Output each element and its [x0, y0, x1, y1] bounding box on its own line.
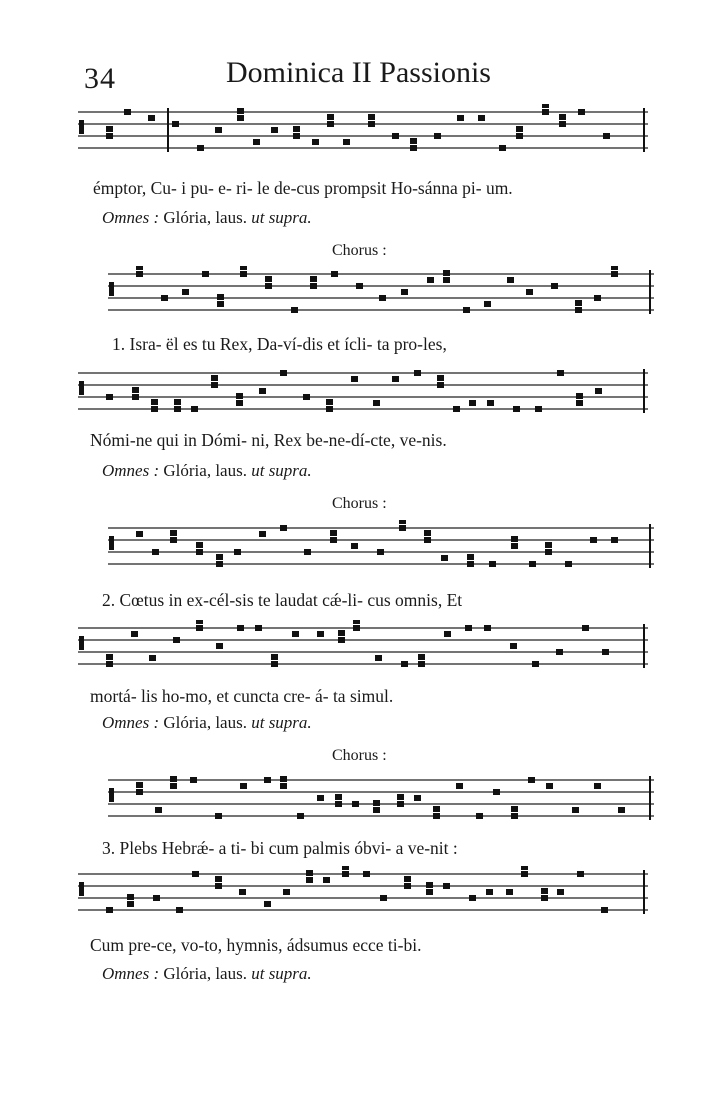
neume-note	[306, 870, 313, 876]
neume-note	[516, 133, 523, 139]
neume-note	[426, 889, 433, 895]
chorus-label-3: Chorus :	[332, 747, 387, 764]
neume-note	[399, 520, 406, 524]
neume-note	[511, 806, 518, 812]
neume-note	[271, 127, 278, 133]
neume-note	[441, 555, 448, 561]
neume-note	[576, 393, 583, 399]
neume-note	[556, 649, 563, 655]
neume-note	[528, 777, 535, 783]
neume-note	[293, 126, 300, 132]
neume-note	[572, 807, 579, 813]
neume-note	[392, 376, 399, 382]
neume-note	[196, 542, 203, 548]
c-clef-icon	[79, 381, 84, 395]
neume-note	[618, 807, 625, 813]
neume-note	[611, 537, 618, 543]
neume-note	[342, 871, 349, 877]
omnes-label: Omnes :	[102, 964, 160, 983]
neume-note	[373, 807, 380, 813]
neume-note	[149, 655, 156, 661]
neume-note	[453, 406, 460, 412]
neume-note	[176, 907, 183, 913]
neume-note	[303, 394, 310, 400]
neume-note	[511, 813, 518, 819]
neume-note	[106, 126, 113, 132]
neume-note	[487, 400, 494, 406]
neume-note	[174, 399, 181, 405]
neume-note	[211, 375, 218, 381]
neume-note	[392, 133, 399, 139]
neume-note	[456, 783, 463, 789]
music-staff-3	[78, 365, 650, 421]
neume-note	[493, 789, 500, 795]
omnes-ref: ut supra.	[251, 964, 312, 983]
neume-note	[192, 871, 199, 877]
neume-note	[443, 277, 450, 283]
neume-note	[542, 104, 549, 108]
neume-note	[106, 654, 113, 660]
neume-note	[486, 889, 493, 895]
neume-note	[131, 631, 138, 637]
neume-note	[433, 806, 440, 812]
neume-note	[499, 145, 506, 151]
neume-note	[172, 121, 179, 127]
neume-note	[292, 631, 299, 637]
neume-note	[310, 283, 317, 289]
neume-note	[148, 115, 155, 121]
neume-note	[215, 127, 222, 133]
neume-note	[191, 406, 198, 412]
neume-note	[280, 525, 287, 531]
neume-note	[106, 661, 113, 667]
c-clef-icon	[109, 788, 114, 802]
neume-note	[433, 813, 440, 819]
neume-note	[559, 121, 566, 127]
neume-note	[557, 889, 564, 895]
neume-note	[338, 637, 345, 643]
omnes-text: Glória, laus.	[163, 713, 247, 732]
lyric-line-2: 1. Isra- ël es tu Rex, Da-ví-dis et ícli- ta pro-les,	[112, 334, 447, 354]
neume-note	[465, 625, 472, 631]
neume-note	[182, 289, 189, 295]
neume-note	[196, 620, 203, 624]
neume-note	[404, 883, 411, 889]
neume-note	[521, 871, 528, 877]
neume-note	[353, 620, 360, 624]
neume-note	[215, 876, 222, 882]
neume-note	[467, 561, 474, 567]
neume-note	[190, 777, 197, 783]
neume-note	[215, 883, 222, 889]
neume-note	[317, 631, 324, 637]
omnes-line-1	[102, 208, 312, 228]
neume-note	[542, 109, 549, 115]
neume-note	[507, 277, 514, 283]
neume-note	[215, 813, 222, 819]
neume-note	[197, 145, 204, 151]
neume-note	[545, 542, 552, 548]
neume-note	[511, 536, 518, 542]
neume-note	[434, 133, 441, 139]
omnes-label: Omnes :	[102, 461, 160, 480]
neume-note	[170, 776, 177, 782]
neume-note	[216, 643, 223, 649]
neume-note	[216, 554, 223, 560]
neume-note	[271, 661, 278, 667]
neume-note	[478, 115, 485, 121]
neume-note	[304, 549, 311, 555]
neume-note	[418, 654, 425, 660]
neume-note	[255, 625, 262, 631]
neume-note	[236, 393, 243, 399]
neume-note	[424, 537, 431, 543]
neume-note	[306, 877, 313, 883]
neume-note	[484, 301, 491, 307]
neume-note	[601, 907, 608, 913]
neume-note	[330, 530, 337, 536]
neume-note	[575, 307, 582, 313]
neume-note	[511, 543, 518, 549]
c-clef-icon	[79, 882, 84, 896]
omnes-line-2	[102, 461, 312, 481]
neume-note	[264, 777, 271, 783]
neume-note	[377, 549, 384, 555]
neume-note	[594, 295, 601, 301]
neume-note	[136, 782, 143, 788]
neume-note	[368, 121, 375, 127]
neume-note	[265, 283, 272, 289]
lyric-line-3: Nómi-ne qui in Dómi- ni, Rex be-ne-dí-cte, ve-nis.	[90, 430, 447, 450]
neume-note	[310, 276, 317, 282]
neume-note	[330, 537, 337, 543]
lyric-line-7: Cum pre-ce, vo-to, hymnis, ádsumus ecce ti-bi.	[90, 935, 422, 955]
neume-note	[545, 549, 552, 555]
neume-note	[338, 630, 345, 636]
neume-note	[202, 271, 209, 277]
neume-note	[557, 370, 564, 376]
neume-note	[602, 649, 609, 655]
neume-note	[551, 283, 558, 289]
neume-note	[399, 525, 406, 531]
neume-note	[590, 537, 597, 543]
neume-note	[283, 889, 290, 895]
neume-note	[535, 406, 542, 412]
neume-note	[234, 549, 241, 555]
neume-note	[280, 370, 287, 376]
neume-note	[457, 115, 464, 121]
omnes-ref: ut supra.	[251, 713, 312, 732]
neume-note	[196, 625, 203, 631]
neume-note	[594, 783, 601, 789]
page-number: 34	[84, 62, 116, 95]
neume-note	[240, 266, 247, 270]
neume-note	[152, 549, 159, 555]
neume-note	[469, 895, 476, 901]
neume-note	[237, 115, 244, 121]
neume-note	[379, 295, 386, 301]
neume-note	[410, 138, 417, 144]
neume-note	[327, 121, 334, 127]
music-staff-5	[78, 620, 650, 676]
neume-note	[529, 561, 536, 567]
omnes-ref: ut supra.	[251, 461, 312, 480]
neume-note	[240, 271, 247, 277]
neume-note	[541, 888, 548, 894]
music-staff-4	[108, 520, 656, 576]
neume-note	[317, 795, 324, 801]
neume-note	[151, 406, 158, 412]
neume-note	[516, 126, 523, 132]
omnes-text: Glória, laus.	[163, 964, 247, 983]
neume-note	[264, 901, 271, 907]
c-clef-icon	[109, 282, 114, 296]
neume-note	[368, 114, 375, 120]
neume-note	[127, 894, 134, 900]
neume-note	[352, 801, 359, 807]
neume-note	[603, 133, 610, 139]
neume-note	[437, 375, 444, 381]
neume-note	[211, 382, 218, 388]
omnes-text: Glória, laus.	[163, 461, 247, 480]
c-clef-icon	[109, 536, 114, 550]
music-staff-7	[78, 866, 650, 922]
neume-note	[343, 139, 350, 145]
neume-note	[426, 882, 433, 888]
neume-note	[216, 561, 223, 567]
neume-note	[578, 109, 585, 115]
neume-note	[253, 139, 260, 145]
neume-note	[521, 866, 528, 870]
neume-note	[424, 530, 431, 536]
neume-note	[351, 376, 358, 382]
neume-note	[401, 289, 408, 295]
neume-note	[410, 145, 417, 151]
neume-note	[404, 876, 411, 882]
neume-note	[576, 400, 583, 406]
neume-note	[414, 370, 421, 376]
neume-note	[127, 901, 134, 907]
neume-note	[506, 889, 513, 895]
neume-note	[532, 661, 539, 667]
neume-note	[611, 271, 618, 277]
neume-note	[375, 655, 382, 661]
neume-note	[136, 789, 143, 795]
neume-note	[236, 400, 243, 406]
music-staff-2	[108, 266, 656, 322]
chorus-label-2: Chorus :	[332, 495, 387, 512]
neume-note	[280, 783, 287, 789]
chorus-label-1: Chorus :	[332, 242, 387, 259]
neume-note	[363, 871, 370, 877]
neume-note	[155, 807, 162, 813]
neume-note	[444, 631, 451, 637]
neume-note	[124, 109, 131, 115]
neume-note	[265, 276, 272, 282]
neume-note	[237, 625, 244, 631]
neume-note	[373, 400, 380, 406]
neume-note	[476, 813, 483, 819]
neume-note	[401, 661, 408, 667]
neume-note	[335, 794, 342, 800]
neume-note	[546, 783, 553, 789]
omnes-line-3	[102, 713, 312, 733]
neume-note	[297, 813, 304, 819]
neume-note	[353, 625, 360, 631]
neume-note	[323, 877, 330, 883]
neume-note	[526, 289, 533, 295]
neume-note	[577, 871, 584, 877]
neume-note	[217, 294, 224, 300]
music-staff-1	[78, 104, 650, 166]
neume-note	[136, 271, 143, 277]
neume-note	[240, 783, 247, 789]
neume-note	[153, 895, 160, 901]
neume-note	[173, 637, 180, 643]
neume-note	[326, 406, 333, 412]
neume-note	[106, 907, 113, 913]
neume-note	[565, 561, 572, 567]
c-clef-icon	[79, 120, 84, 134]
neume-note	[427, 277, 434, 283]
neume-note	[437, 382, 444, 388]
c-clef-icon	[79, 636, 84, 650]
neume-note	[595, 388, 602, 394]
neume-note	[397, 801, 404, 807]
neume-note	[443, 883, 450, 889]
lyric-line-5: mortá- lis ho-mo, et cuncta cre- á- ta simul.	[90, 686, 394, 706]
neume-note	[170, 530, 177, 536]
neume-note	[356, 283, 363, 289]
lyric-line-6: 3. Plebs Hebrǽ- a ti- bi cum palmis óbvi- a ve-nit :	[102, 838, 458, 858]
neume-note	[237, 108, 244, 114]
neume-note	[271, 654, 278, 660]
neume-note	[106, 133, 113, 139]
neume-note	[467, 554, 474, 560]
omnes-ref: ut supra.	[251, 208, 312, 227]
page-title: Dominica II Passionis	[226, 56, 491, 89]
neume-note	[582, 625, 589, 631]
neume-note	[259, 531, 266, 537]
neume-note	[293, 133, 300, 139]
lyric-line-4: 2. Cœtus in ex-cél-sis te laudat cǽ-li- cus omnis, Et	[102, 590, 463, 610]
music-staff-6	[108, 772, 656, 828]
neume-note	[575, 300, 582, 306]
neume-note	[418, 661, 425, 667]
neume-note	[312, 139, 319, 145]
neume-note	[380, 895, 387, 901]
neume-note	[351, 543, 358, 549]
neume-note	[280, 776, 287, 782]
omnes-label: Omnes :	[102, 208, 160, 227]
neume-note	[331, 271, 338, 277]
neume-note	[327, 114, 334, 120]
neume-note	[342, 866, 349, 870]
neume-note	[414, 795, 421, 801]
neume-note	[397, 794, 404, 800]
neume-note	[151, 399, 158, 405]
omnes-text: Glória, laus.	[163, 208, 247, 227]
neume-note	[239, 889, 246, 895]
neume-note	[335, 801, 342, 807]
neume-note	[161, 295, 168, 301]
neume-note	[136, 531, 143, 537]
neume-note	[443, 270, 450, 276]
neume-note	[510, 643, 517, 649]
neume-note	[291, 307, 298, 313]
neume-note	[217, 301, 224, 307]
neume-note	[611, 266, 618, 270]
neume-note	[106, 394, 113, 400]
neume-note	[132, 387, 139, 393]
neume-note	[489, 561, 496, 567]
neume-note	[513, 406, 520, 412]
neume-note	[174, 406, 181, 412]
neume-note	[541, 895, 548, 901]
neume-note	[170, 783, 177, 789]
neume-note	[484, 625, 491, 631]
neume-note	[170, 537, 177, 543]
neume-note	[463, 307, 470, 313]
omnes-line-4	[102, 964, 312, 984]
neume-note	[559, 114, 566, 120]
neume-note	[196, 549, 203, 555]
lyric-line-1: émptor, Cu- i pu- e- ri- le de-cus prompsit Ho-sánna pi- um.	[93, 178, 513, 198]
neume-note	[469, 400, 476, 406]
omnes-label: Omnes :	[102, 713, 160, 732]
neume-note	[259, 388, 266, 394]
neume-note	[132, 394, 139, 400]
neume-note	[136, 266, 143, 270]
neume-note	[326, 399, 333, 405]
neume-note	[373, 800, 380, 806]
